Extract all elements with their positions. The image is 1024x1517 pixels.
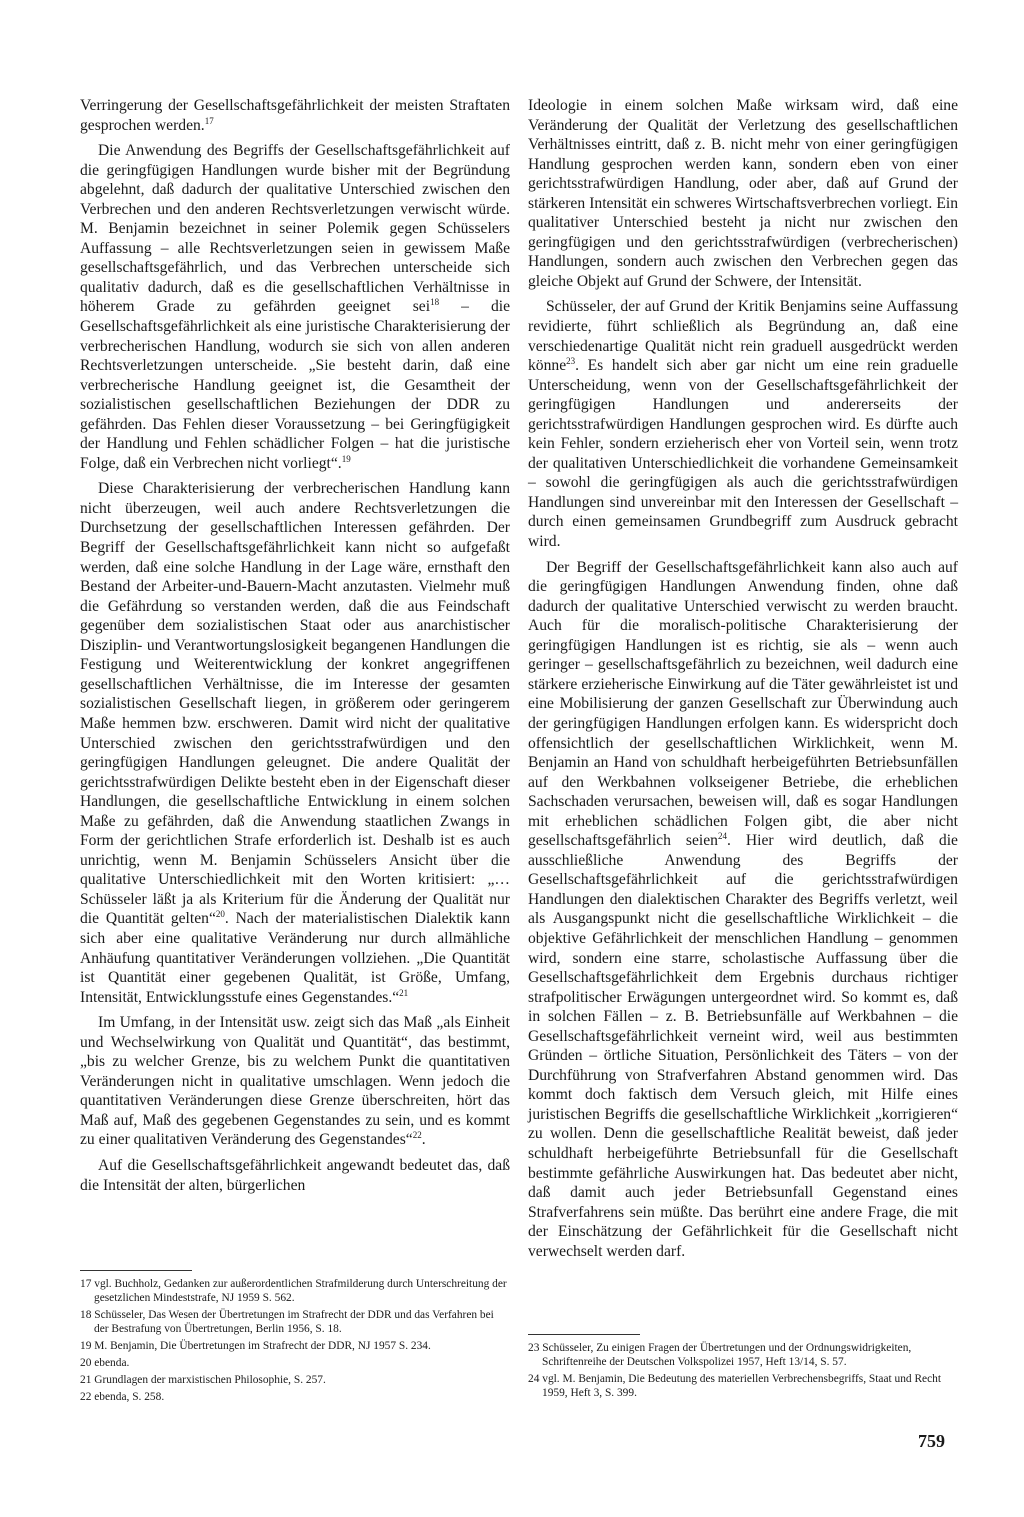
footnote: 19 M. Benjamin, Die Übertretungen im Strafrecht der DDR, NJ 1957 S. 234. — [80, 1340, 431, 1352]
footnote: 20 ebenda. — [80, 1357, 130, 1369]
footnote: 22 ebenda, S. 258. — [80, 1391, 165, 1403]
left-footnotes — [80, 1258, 510, 1407]
footnote-ref: 21 — [399, 987, 409, 998]
footnote-ref: 23 — [566, 355, 576, 366]
footnote: 21 Grundlagen der marxistischen Philosophie, S. 257. — [80, 1374, 326, 1386]
footnote: 17 vgl. Buchholz, Gedanken zur außerordentlichen Strafmilderung durch Unterschreitung der gesetzlichen Mindeststrafe, NJ 1959 S. 562. — [80, 1278, 507, 1304]
paragraph: Der Begriff der Gesellschaftsgefährlichkeit kann also auch auf die geringfügigen Handlungen Anwendung finden, ohne daß dadurch der qualitative Unterschied verwischt zu werden braucht. Auch für die moralisch-politische Charakterisierung der geringfügigen Handlungen ist es richtig, sie als – wenn auch geringer – gesellschaftsgefährlich zu bezeichnen, weil dadurch eine stärkere erzieherische Einwirkung auf die Täter gewährleistet ist und eine Mobilisierung der ganzen Gesellschaft zur Überwindung auch der geringfügigen Handlungen erfolgen kann. Es widerspricht doch offensichtlich der gesellschaftlichen Wirklichkeit, wenn M. Benjamin an Hand von schuldhaft herbeigeführten Betriebsunfällen auf den Werkbahnen volkseigener Betriebe, die erheblichen Sachschaden verursachen, beweisen will, daß es sogar Handlungen mit erheblichen schädlichen Folgen gibt, die aber nicht gesellschaftsgefährlich seien$^{24}$. Hier wird deutlich, daß die ausschließliche Anwendung des Begriffs der Gesellschaftsgefährlichkeit auf die gerichtsstrafwürdigen Handlungen den dialektischen Charakter des Begriffs verletzt, weil als Ausgangspunkt nicht die gesellschaftliche Wirklichkeit – die objektive Gefährlichkeit der menschlichen Handlung – genommen wird, sondern eine starre, scholastische Auffassung über die Gesellschaftsgefährlichkeit dem Ergebnis durchaus richtiger strafpolitischer Erwägungen untergeordnet wird. So kommt es, daß in solchen Fällen – z. B. Betriebsunfälle auf Werkbahnen – die Gesellschaftsgefährlichkeit verneint wird, weil aus bestimmten Gründen – örtliche Situation, Persönlichkeit des Täters – von der Durchführung von Strafverfahren Abstand genommen wird. Das kommt doch faktisch dem Versuch gleich, mit Hilfe eines juristischen Begriffs die gesellschaftliche Wirklichkeit „korrigieren“ zu wollen. Denn die gesellschaftliche Realität beweist, daß jeder schuldhaft herbeigeführte Betriebsunfall für die Gesellschaft bestimmte gefährliche Auswirkungen hat. Das bedeutet aber nicht, daß damit auch jeder Betriebsunfall Gegenstand eines Strafverfahrens sein müßte. Das berührt eine andere Frage, die mit der Einschätzung der Gefährlichkeit für die Gesellschaft nicht verwechselt werden darf. — [528, 558, 958, 1260]
right-column — [528, 96, 958, 1267]
paragraph: Im Umfang, in der Intensität usw. zeigt sich das Maß „als Einheit und Wechselwirkung von Qualität und Quantität“, das bestimmt, „bis zu welcher Grenze, bis zu welchem Punkt die quantitativen Veränderungen nicht in qualitative umschlagen. Wenn jedoch die quantitativen Veränderungen diese Grenze überschreiten, hört das Maß auf, Maß des gegebenen Gegenstandes zu sein, und es kommt zu einer qualitativen Veränderung des Gegenstandes“$^{22}$. — [80, 1014, 510, 1149]
paragraph: Schüsseler, der auf Grund der Kritik Benjamins seine Auffassung revidierte, führt schließlich als Begründung an, daß eine verschiedenartige Qualität nicht rein graduell ausgedrückt werden könne$^{23}$. Es handelt sich aber gar nicht um eine rein graduelle Unterscheidung, wenn von der Gesellschaftsgefährlichkeit der geringfügigen Handlungen und andererseits der gerichtsstrafwürdigen Handlungen gesprochen wird. Es dürfte auch kein Fehler, sondern erzieherisch eher von Vorteil sein, wenn trotz der qualitativen Unterschiedlichkeit die vorhandene Gemeinsamkeit – sowohl die geringfügigen als auch die gerichtsstrafwürdigen Handlungen sind unvereinbar mit den Interessen der Gesellschaft – durch einen gemeinsamen Grundbegriff zum Ausdruck gebracht wird. — [528, 298, 958, 551]
left-column — [80, 96, 510, 1201]
footnote-ref: 20 — [215, 909, 225, 920]
footnote: 18 Schüsseler, Das Wesen der Übertretungen im Strafrecht der DDR und das Verfahren bei der Bestrafung von Übertretungen, Berlin 1956, S. 18. — [80, 1309, 494, 1335]
paragraph: Verringerung der Gesellschaftsgefährlichkeit der meisten Straftaten gesprochen werden.$^{17}$ — [80, 97, 510, 134]
footnote: 23 Schüsseler, Zu einigen Fragen der Übertretungen und der Ordnungswidrigkeiten, Schriftenreihe der Deutschen Volkspolizei 1957, Heft 13/14, S. 57. — [528, 1342, 912, 1368]
footnote-ref: 22 — [412, 1130, 422, 1141]
footnote: 24 vgl. M. Benjamin, Die Bedeutung des materiellen Verbrechensbegriffs, Staat und Recht 1959, Heft 3, S. 399. — [528, 1373, 942, 1399]
footnote-ref: 19 — [341, 453, 351, 464]
right-footnotes — [528, 1322, 958, 1403]
footnote-ref: 17 — [204, 115, 214, 126]
paragraph: Ideologie in einem solchen Maße wirksam wird, daß eine Veränderung der Qualität der Verletzung des gesellschaftlichen Verhältnisses eintritt, daß z. B. nicht mehr von einer geringfügigen Handlung gesprochen werden kann, sondern eben von einer gerichtsstrafwürdigen Handlung, oder aber, daß auf Grund der stärkeren Intensität ein schweres Wirtschaftsverbrechen vorliegt. Ein qualitativer Unterschied besteht ja nicht nur zwischen den geringfügigen und den gerichtsstrafwürdigen (verbrecherischen) Handlungen, sondern auch zwischen den Verbrechen gegen das gleiche Objekt auf Grund der Schwere, der Intensität. — [528, 97, 958, 290]
page-number: 759 — [918, 1431, 945, 1451]
footnote-divider — [528, 1334, 640, 1335]
footnote-ref: 18 — [430, 297, 440, 308]
paragraph: Auf die Gesellschaftsgefährlichkeit angewandt bedeutet das, daß die Intensität der alten, bürgerlichen — [80, 1156, 510, 1194]
footnote-ref: 24 — [717, 831, 727, 842]
paragraph: Diese Charakterisierung der verbrecherischen Handlung kann nicht überzeugen, weil auch andere Rechtsverletzungen die Durchsetzung der gesellschaftlichen Interessen gefährden. Der Begriff der Gesellschaftsgefährlichkeit kann nicht so aufgefaßt werden, daß eine solche Handlung in der Lage wäre, ernsthaft den Bestand der Arbeiter-und-Bauern-Macht anzutasten. Vielmehr muß die Gefährdung so verstanden werden, daß die aus Feindschaft gegenüber dem sozialistischen Staat oder aus anarchistischer Disziplin- und Verantwortungslosigkeit begangenen Handlungen die Festigung und Weiterentwicklung der konkret angegriffenen gesellschaftlichen Verhältnisse, die im Interesse der gesamten sozialistischen Gesellschaft liegen, in größerem oder geringerem Maße hemmen bzw. erschweren. Damit wird nicht der qualitative Unterschied zwischen den gerichtsstrafwürdigen und den geringfügigen Handlungen geleugnet. Die andere Qualität der gerichtsstrafwürdigen Delikte besteht eben in der Eigenschaft dieser Handlungen, die gesellschaftliche Entwicklung in einem solchen Maße zu gefährden, daß die Anwendung staatlichen Zwangs in Form der gerichtlichen Strafe erforderlich ist. Deshalb ist es auch unrichtig, wenn M. Benjamin Schüsselers Ansicht über die qualitative Unterschiedlichkeit mit den Worten kritisiert: „… Schüsseler läßt ja als Kriterium für die Änderung der Qualität nur die Quantität gelten“$^{20}$. Nach der materialistischen Dialektik kann sich aber eine qualitative Veränderung nur durch allmähliche Anhäufung quantitativer Veränderungen vollziehen. „Die Quantität ist Quantität einer gegebenen Qualität, ist Größe, Umfang, Intensität, Entwicklungsstufe eines Gegenstandes.“$^{21}$ — [80, 480, 510, 1006]
paragraph: Die Anwendung des Begriffs der Gesellschaftsgefährlichkeit auf die geringfügigen Handlungen wurde bisher mit der Begründung abgelehnt, daß dadurch der qualitative Unterschied zwischen den Verbrechen und den anderen Rechtsverletzungen verwischt würde. M. Benjamin bezeichnet in seiner Polemik gegen Schüsselers Auffassung – alle Rechtsverletzungen seien in gewissem Maße gesellschaftsgefährlich, und das Verbrechen unterscheide sich qualitativ dadurch, daß es die gesellschaftlichen Verhältnisse in höherem Grade zu gefährden geeignet sei$^{18}$ – die Gesellschaftsgefährlichkeit als eine juristische Charakterisierung der verbrecherischen Handlung, wodurch sie sich von allen anderen Rechtsverletzungen unterscheide. „Sie besteht darin, daß eine verbrecherische Handlung geeignet ist, die Gesamtheit der sozialistischen gesellschaftlichen Beziehungen der DDR zu gefährden. Das Fehlen dieser Voraussetzung – bei Geringfügigkeit der Handlung und Fehlen schädlicher Folgen – hat die juristische Folge, daß ein Verbrechen nicht vorliegt“.$^{19}$ — [80, 142, 510, 472]
footnote-divider — [80, 1270, 192, 1271]
